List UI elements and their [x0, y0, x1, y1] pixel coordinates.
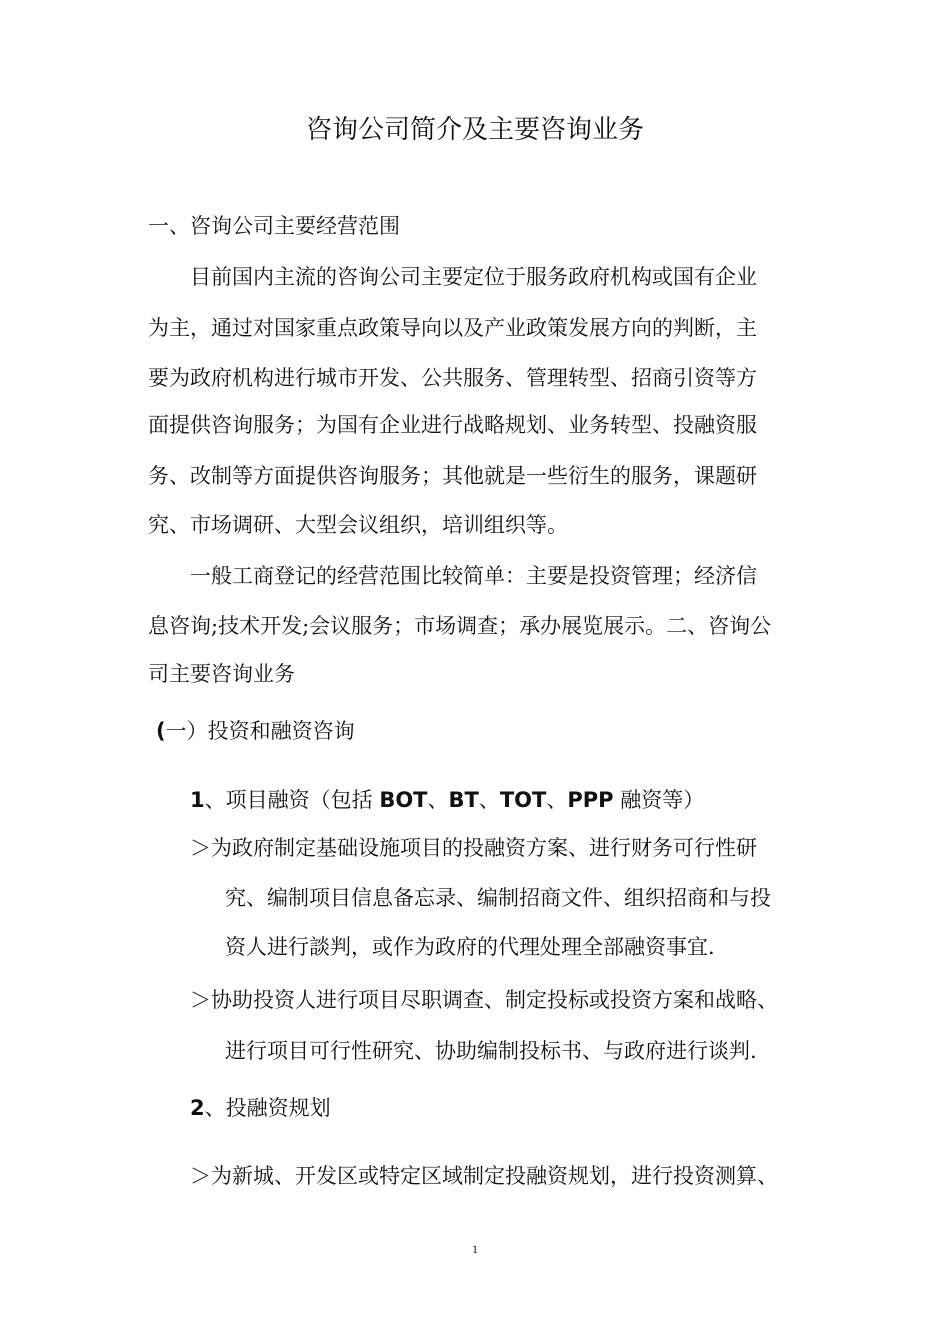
bullet-line: 进行项目可行性研究、协助编制投标书、与政府进行谈判. [225, 1039, 757, 1063]
paragraph-line: 司主要咨询业务 [148, 662, 295, 686]
item-number: 1 [190, 788, 205, 812]
item-abbr: TOT [499, 788, 547, 812]
page-number: 1 [472, 1242, 478, 1256]
paragraph-line: 目前国内主流的咨询公司主要定位于服务政府机构或国有企业 [190, 265, 757, 289]
item-sep: 、 [546, 788, 568, 812]
item-text: 、投融资规划 [204, 1096, 331, 1120]
bullet-line: 究、编制项目信息备忘录、编制招商文件、组织招商和与投 [225, 886, 771, 910]
paragraph-line: 要为政府机构进行城市开发、公共服务、管理转型、招商引资等方 [148, 366, 757, 390]
heading-text: 一）投资和融资咨询 [165, 719, 355, 743]
paragraph-line: 务、改制等方面提供咨询服务；其他就是一些衍生的服务，课题研 [148, 464, 757, 488]
item-abbr: BT [448, 788, 479, 812]
numbered-item [190, 785, 870, 815]
item-text: 、项目融资（包括 [204, 788, 380, 812]
heading-bracket: ( [156, 719, 166, 743]
paragraph-line: 息咨询;技术开发;会议服务；市场调查；承办展览展示。二、咨询公 [148, 614, 772, 638]
section-heading: 一、咨询公司主要经营范围 [148, 214, 400, 238]
bullet-line: ＞为新城、开发区或特定区域制定投融资规划，进行投资测算、 [190, 1164, 778, 1188]
item-number: 2 [190, 1096, 205, 1120]
item-sep: 、 [427, 788, 449, 812]
paragraph-line: 究、市场调研、大型会议组织，培训组织等。 [148, 513, 568, 537]
bullet-line: 资人进行談判，或作为政府的代理处理全部融资事宜. [225, 935, 715, 959]
bullet-line: ＞协助投资人进行项目尽职调查、制定投标或投资方案和战略、 [190, 988, 778, 1012]
numbered-item [190, 1093, 870, 1123]
item-abbr: PPP [567, 788, 614, 812]
document-title: 咨询公司简介及主要咨询业务 [305, 115, 644, 145]
item-text: 融资等） [613, 788, 705, 812]
paragraph-line: 一般工商登记的经营范围比较简单：主要是投资管理；经济信 [190, 564, 757, 588]
bullet-line: ＞为政府制定基础设施项目的投融资方案、进行财务可行性研 [190, 836, 757, 860]
item-sep: 、 [478, 788, 500, 812]
subsection-heading [156, 716, 836, 746]
item-abbr: BOT [379, 788, 428, 812]
paragraph-line: 为主，通过对国家重点政策导向以及产业政策发展方向的判断，主 [148, 316, 757, 340]
paragraph-line: 面提供咨询服务；为国有企业进行战略规划、业务转型、投融资服 [148, 413, 757, 437]
